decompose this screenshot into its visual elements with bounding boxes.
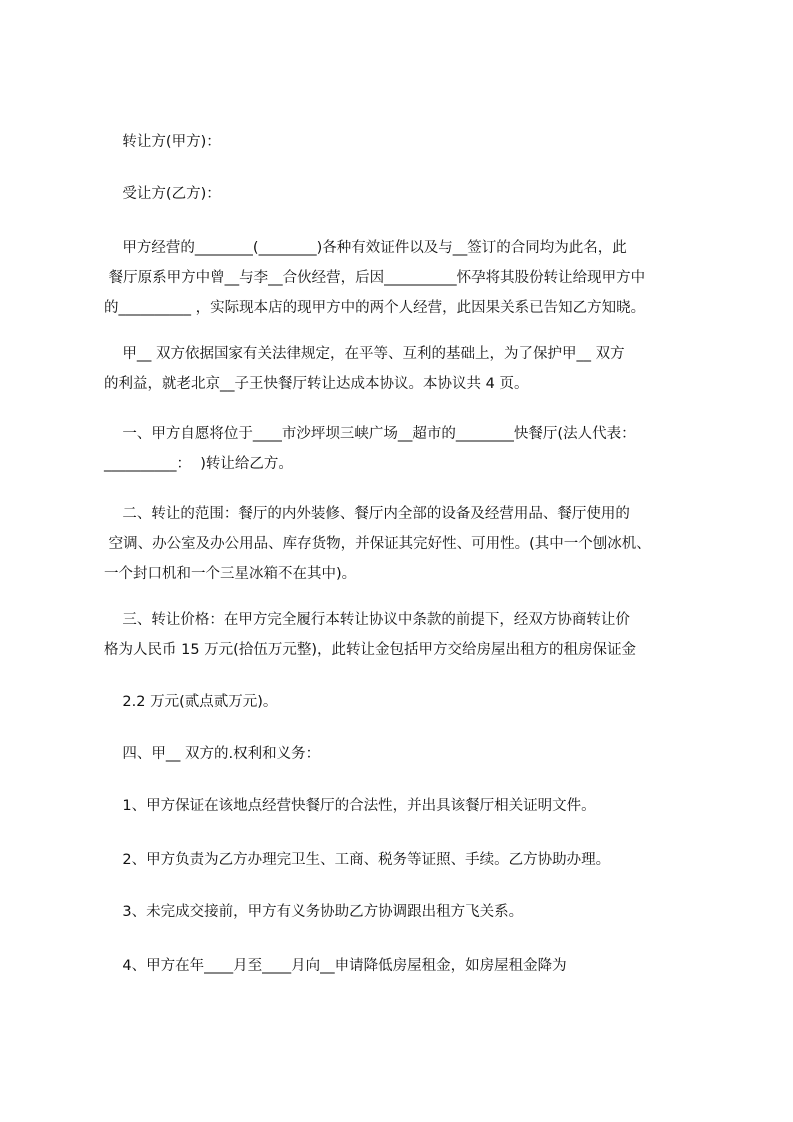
intro-paragraph [104,233,704,323]
item-3-paragraph [104,897,704,927]
text-line: 空调、办公室及办公用品、库存货物，并保证其完好性、可用性。(其中一个刨冰机、 [104,536,651,552]
text-line: 三、转让价格：在甲方完全履行本转让协议中条款的前提下，经双方协商转让价 [104,612,630,628]
item-4-paragraph [104,951,704,981]
text-line: 的利益，就老北京__子王快餐厅转让达成本协议。本协议共 4 页。 [104,376,529,392]
text-line: 的__________ ，实际现本店的现甲方中的两个人经营，此因果关系已告知乙方知晓。 [104,300,646,316]
item-2-paragraph [104,845,704,875]
clause-2-paragraph [104,499,704,589]
text-line: 甲方经营的________(________)各种有效证件以及与__签订的合同均为此名，此 [104,240,627,256]
text-line: 2、甲方负责为乙方办理完卫生、工商、税务等证照、手续。乙方协助办理。 [104,852,611,868]
clause-3-paragraph [104,605,704,665]
deposit-paragraph [104,687,704,717]
text-line: 4、甲方在年____月至____月向__申请降低房屋租金，如房屋租金降为 [104,958,567,974]
text-line: 甲__ 双方依据国家有关法律规定，在平等、互利的基础上，为了保护甲__ 双方 [104,346,625,362]
item-1-paragraph [104,791,704,821]
text-line: 2.2 万元(贰点贰万元)。 [104,694,278,710]
text-line: 二、转让的范围：餐厅的内外装修、餐厅内全部的设备及经营用品、餐厅使用的 [104,506,630,522]
text-line: 餐厅原系甲方中曾__与李__合伙经营，后因__________怀孕将其股份转让给现甲方中 [104,270,646,286]
text-line: 一个封口机和一个三星冰箱不在其中)。 [104,566,357,582]
text-line: 转让方(甲方)： [104,134,221,150]
text-line: 四、甲__ 双方的.权利和义务： [104,746,321,762]
transferor-paragraph [104,127,704,157]
text-line: 3、未完成交接前，甲方有义务协助乙方协调跟出租方飞关系。 [104,904,524,920]
text-line: 格为人民币 15 万元(拾伍万元整)，此转让金包括甲方交给房屋出租方的租房保证金 [104,642,636,658]
clause-4-heading [104,739,704,769]
transferee-paragraph [104,179,704,209]
clause-1-paragraph [104,419,704,479]
basis-paragraph [104,339,704,399]
text-line: 一、甲方自愿将位于____市沙坪坝三峡广场__超市的________快餐厅(法人代表： [104,426,636,442]
text-line: 受让方(乙方)： [104,186,221,202]
text-line: 1、甲方保证在该地点经营快餐厅的合法性，并出具该餐厅相关证明文件。 [104,798,596,814]
text-line: __________： )转让给乙方。 [104,456,293,472]
